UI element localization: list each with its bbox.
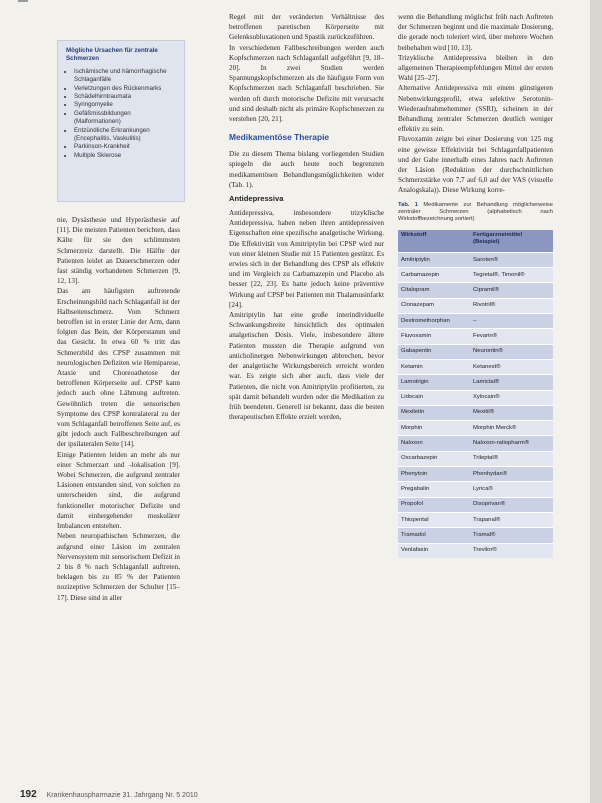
table-row [398, 298, 553, 313]
paragraph: nie, Dysästhesie und Hyperästhesie auf [11]. Die meisten Patienten berichten, dass Kälte für sie den schlimmsten Schmerzreiz darstellt. Die Hälfte der Patienten leidet an Dauerschmerzen oder fast ständig vorhandenen Schmerzen [9, 12, 13]. [57, 216, 180, 286]
table-cell: Citalopram [398, 283, 470, 298]
table-cell: Thiopental [398, 512, 470, 527]
table-row [398, 467, 553, 482]
paragraph: Neben neuropathischen Schmerzen, die aufgrund einer Läsion im zentralen Nervensystem mit sensorischem Defizit in 2 bis 8 % nach Schlaganfall auftreten, beklagen bis zu 85 % der Patienten nozizeptive Schmerzen der Schulter [15–17]. Diese sind in aller [57, 532, 180, 602]
table-header-cell: Fertigarzneimittel (Beispiel) [470, 230, 553, 253]
table-cell: Lamotrigin [398, 375, 470, 390]
table-header-row [398, 230, 553, 253]
table-cell: Gabapentin [398, 344, 470, 359]
paragraph: Trizyklische Antidepressiva bleiben in den allgemeinen Therapieempfehlungen Mittel der ersten Wahl [25–27]. [398, 53, 553, 83]
table-row [398, 252, 553, 267]
text-column-3 [398, 12, 553, 558]
section-heading: Medikamentöse Therapie [229, 132, 330, 143]
table-row [398, 329, 553, 344]
table-row [398, 528, 553, 543]
table-cell: Amitriptylin [398, 252, 470, 267]
info-box-title: Mögliche Ursachen für zentrale Schmerzen [66, 47, 158, 63]
list-item: • Entzündliche Erkrankungen (Encephalitis, Vaskulitis) [74, 127, 178, 144]
table-cell: Lamictal® [470, 375, 553, 390]
table-row [398, 283, 553, 298]
table-cell: Venlafaxin [398, 543, 470, 558]
table-cell: Phenhydan® [470, 467, 553, 482]
paragraph: Einige Patienten leiden an mehr als nur einer Schmerzart und -lokalisation [9]. Wobei Schmerzen, die aufgrund zentraler Läsionen entstanden sind, von solchen zu unterscheiden sind, die aufgrund funktioneller motorischer Defizite und damit einhergehender muskulärer Imbalancen entstehen. [57, 450, 180, 531]
text-column-2 [229, 12, 384, 422]
table-cell: Fluvoxamin [398, 329, 470, 344]
subsection-heading: Antidepressiva [229, 194, 284, 204]
table-cell: Propofol [398, 497, 470, 512]
table-cell: Morphin [398, 421, 470, 436]
table-cell: Ketamin [398, 359, 470, 374]
crop-mark [18, 0, 28, 2]
table-cell: Naloxon [398, 436, 470, 451]
table-cell: Rivotril® [470, 298, 553, 313]
table-cell: Lyrica® [470, 482, 553, 497]
causes-list [66, 68, 178, 160]
paragraph: Amitriptylin hat eine große interindividuelle Schwankungsbreite hinsichtlich des optimalen analgetischen Dosis. Viele, insbesondere ältere Patienten mussten die Therapie aufgrund von anticholinergen Nebenwirkungen abbrechen, bevor der analgetische Wirkungsbereich erreicht worden war. Es zeigte sich aber auch, dass viele der Patienten, die nicht von Amitriptylin profitierten, zu spät damit behandelt wurden oder die Medikation zu früh beendeten. Generell ist bekannt, dass die besten therapeutischen Effekte erzielt werden, [229, 311, 384, 422]
table-caption-label: Tab. 1 [398, 201, 419, 208]
list-item: • Gefäßmissbildungen (Malformationen) [74, 110, 178, 127]
paragraph: Antidepressiva, insbesondere trizyklische Antidepressiva, haben neben ihren antidepressiven Eigenschaften eine spezifische analgetische Wirkung. Die Effektivität von Amitriptylin bei CPSP wird nur von einer kleinen Studie mit 15 Patienten gestützt. Es erwies sich in der Behandlung des CPSP als effektiv und im Vergleich zu Carbamazepin und Placebo als besser [22, 23]. Es hatte jedoch keine präventive Wirkung auf CPSP bei Patienten mit Thalamusinfarkt [24]. [229, 209, 384, 309]
page-number: 192 [20, 789, 37, 800]
table-row [398, 405, 553, 420]
list-item: • Ischämische und hämorrhagische Schlaganfälle [74, 68, 178, 85]
table-cell: Lidocain [398, 390, 470, 405]
table-row [398, 497, 553, 512]
table-cell: Dextromethorphan [398, 314, 470, 329]
text-column-1 [57, 215, 180, 603]
table-cell: Saroten® [470, 252, 553, 267]
table-row [398, 421, 553, 436]
list-item: • Multiple Sklerose [74, 152, 178, 160]
table-row [398, 512, 553, 527]
table-cell: Mexiletin [398, 405, 470, 420]
table-row [398, 359, 553, 374]
table-cell: Ketanest® [470, 359, 553, 374]
table-cell: Disoprivan® [470, 497, 553, 512]
table-cell: Xylocain® [470, 390, 553, 405]
page-footer [20, 789, 198, 800]
table-cell: Mexitil® [470, 405, 553, 420]
paragraph: Das am häufigsten auftretende Erscheinungsbild nach Schlaganfall ist der Halbseitenschmerz. Vom Schmerz betroffen ist in erster Linie der Arm, dann folgten das Bein, der Körperstamm und das Gesicht. In etwa 60 % tritt das Schmerzbild des CPSP zusammen mit neurologischen Defiziten wie Hemiparese, Ataxie und Choreoathetose der betroffenen Körperseite auf. CPSP kann jedoch auch ohne Lähmung auftreten. Gewöhnlich treten die sensorischen Symptome des CPSP kontralateral zu der vom Schlaganfall betroffenen Seite auf, es gibt jedoch auch Fallbeschreibungen auf der ipsilateralen Seite [14]. [57, 287, 180, 449]
paragraph: In verschiedenen Fallbeschreibungen werden auch Kopfschmerzen nach Schlaganfall aufgeführt [9, 18–20]. In zwei Studien werden Spannungskopfschmerzen als die häufigste Form von Kopfschmerzen nach Schlaganfall beschrieben. Sie werden oft durch motorische Defizite mit verursacht und sind deshalb nicht als primäre Kopfschmerzen zu verstehen [20, 21]. [229, 43, 384, 124]
table-cell: Cipramil® [470, 283, 553, 298]
table-cell: – [470, 314, 553, 329]
table-row [398, 314, 553, 329]
table-cell: Trileptal® [470, 451, 553, 466]
table-cell: Trevilor® [470, 543, 553, 558]
table-cell: Clonazepam [398, 298, 470, 313]
page-gutter-shadow [590, 0, 602, 803]
table-caption-text: Medikamente zur Behandlung möglicherweise zentraler Schmerzen (alphabetisch nach Wirkstoffbezeichnung sortiert) [398, 201, 553, 223]
table-row [398, 543, 553, 558]
table-cell: Naloxon-ratiopharm® [470, 436, 553, 451]
table-header-cell: Wirkstoff [398, 230, 470, 253]
table-row [398, 268, 553, 283]
list-item: • Syringomyelie [74, 101, 178, 109]
paragraph: Fluvoxamin zeigte bei einer Dosierung von 125 mg eine gewisse Effektivität bei Schlaganfallpatienten und der Gabe innerhalb eines Jahres nach Auftreten der Läsion (Reduktion der durchschnittlichen Schmerzstärke von 7,7 auf 6,0 auf der VAS (visuelle Analogskala)). Diese Wirkung korre- [398, 135, 553, 195]
table-cell: Morphin Merck® [470, 421, 553, 436]
table-row [398, 451, 553, 466]
table-cell: Trapanal® [470, 512, 553, 527]
table-cell: Neurontin® [470, 344, 553, 359]
table-cell: Phenytoin [398, 467, 470, 482]
paragraph: Regel mit der veränderten Verhältnisse des betroffenen paretischen Körperseite mit Gelenksubluxationen und Spastik zurückzuführen. [229, 13, 384, 42]
list-item: • Schädelhirntraumata [74, 93, 178, 101]
table-cell: Tramal® [470, 528, 553, 543]
paragraph: wenn die Behandlung möglichst früh nach Auftreten der Schmerzen beginnt und die maximale Dosierung, die gerade noch toleriert wird, über mehrere Wochen beibehalten wird [10, 13]. [398, 13, 553, 52]
causes-info-box [57, 40, 185, 202]
list-item: • Verletzungen des Rückenmarks [74, 85, 178, 93]
table-cell: Fevarin® [470, 329, 553, 344]
table-row [398, 436, 553, 451]
table-row [398, 344, 553, 359]
journal-citation: Krankenhauspharmazie 31. Jahrgang Nr. 5 2010 [46, 792, 198, 799]
paragraph: Die zu diesem Thema bislang vorliegenden Studien spiegeln die auch heute noch begrenzten medikamentösen Behandlungsmöglichkeiten wider (Tab. 1). [229, 150, 384, 189]
table-cell: Pregabalin [398, 482, 470, 497]
list-item: • Parkinson-Krankheit [74, 143, 178, 151]
table-row [398, 482, 553, 497]
paragraph: Alternative Antidepressiva mit einem günstigeren Nebenwirkungsprofil, etwa selektive Serotonin-Wiederaufnahmehemmer (SSRI), scheinen in der Behandlung zentraler Schmerzen deutlich weniger effektiv zu sein. [398, 84, 553, 134]
table-cell: Tegretal®, Timonil® [470, 268, 553, 283]
table-caption [398, 202, 553, 224]
table-body [398, 252, 553, 557]
table-row [398, 390, 553, 405]
table-cell: Tramadol [398, 528, 470, 543]
table-cell: Carbamazepin [398, 268, 470, 283]
medication-table [398, 230, 553, 558]
table-row [398, 375, 553, 390]
table-cell: Oxcarbazepin [398, 451, 470, 466]
